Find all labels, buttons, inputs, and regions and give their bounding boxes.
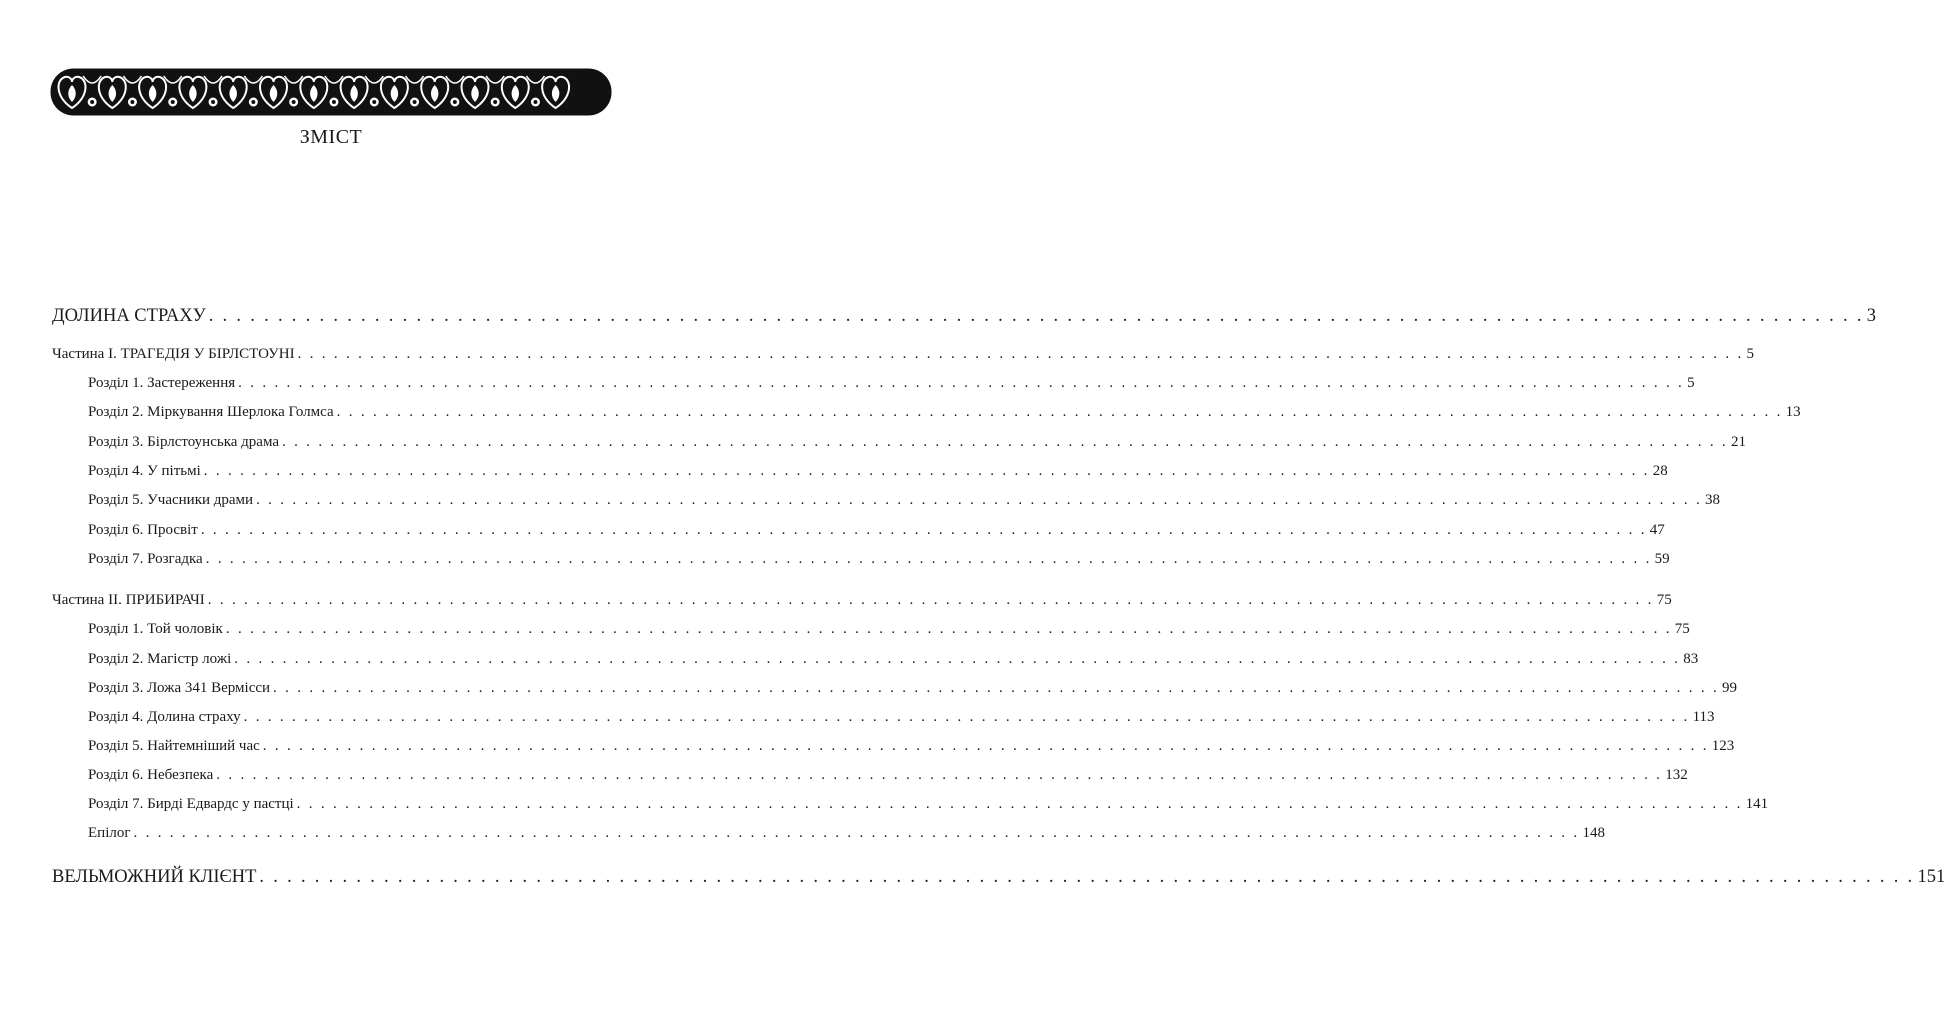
toc-entry-chapter[interactable]	[88, 709, 1715, 726]
toc-entry-title: Розділ 2. Міркування Шерлока Голмса	[88, 404, 334, 420]
toc-entry-title: Розділ 6. Просвіт	[88, 522, 198, 538]
toc-entry-title: ДОЛИНА СТРАХУ	[52, 306, 206, 326]
toc-entry-chapter[interactable]	[88, 767, 1688, 784]
toc-entry-page: 75	[1656, 592, 1672, 608]
toc-entry-page: 99	[1722, 680, 1737, 696]
dot-leader: . . . . . . . . . . . . . . . . . . . . . . . . . . . . . . . . . . . . . . . . . . . . . . . . . . . . . . . . . . . . . . . . . . . . . . . . . . . . . . . . . . . . . . . . . . . . . . . . . . . . . . . . . . . . . . . . . . . . . . . .	[203, 463, 1650, 479]
toc-entry-page: 38	[1705, 492, 1721, 508]
toc-entry-chapter[interactable]	[88, 375, 1695, 392]
toc-entry-chapter[interactable]	[88, 825, 1605, 842]
toc-entry-part[interactable]	[52, 346, 1755, 363]
toc-entry-page: 83	[1683, 651, 1699, 667]
toc-entry-title: Розділ 7. Бирді Едвардс у пастці	[88, 796, 294, 812]
toc-entry-page: 123	[1711, 738, 1735, 754]
toc-entry-page: 113	[1692, 709, 1715, 725]
toc-entry-page: 151	[1917, 867, 1945, 887]
toc-entry-page: 28	[1652, 463, 1668, 479]
toc-entry-title: Розділ 4. У пітьмі	[88, 463, 201, 479]
toc-entry-page: 3	[1866, 306, 1877, 326]
dot-leader: . . . . . . . . . . . . . . . . . . . . . . . . . . . . . . . . . . . . . . . . . . . . . . . . . . . . . . . . . . . . . . . . . . . . . . . . . . . . . . . . . . . . . . . . . . . . . . . . . . . . . . . . . . . . . . . . . . . . . . . .	[297, 346, 1744, 362]
toc-entry-title: Частина І. ТРАГЕДІЯ У БІРЛСТОУНІ	[52, 346, 295, 362]
toc-entry-page: 59	[1654, 551, 1670, 567]
toc-entry-page: 148	[1582, 825, 1605, 841]
toc-entry-title: Розділ 4. Долина страху	[88, 709, 241, 725]
dot-leader: . . . . . . . . . . . . . . . . . . . . . . . . . . . . . . . . . . . . . . . . . . . . . . . . . . . . . . . . . . . . . . . . . . . . . . . . . . . . . . . . . . . . . . . . . . . . . . . . . . . . . . . . . . . . . . . . . . . . . . . .	[243, 709, 1690, 725]
toc-entry-title: Розділ 5. Найтемніший час	[88, 738, 260, 754]
dot-leader: . . . . . . . . . . . . . . . . . . . . . . . . . . . . . . . . . . . . . . . . . . . . . . . . . . . . . . . . . . . . . . . . . . . . . . . . . . . . . . . . . . . . . . . . . . . . . . . . . . . . . . . . . . . . . . . . . . . . . . . .	[216, 767, 1663, 783]
dot-leader: . . . . . . . . . . . . . . . . . . . . . . . . . . . . . . . . . . . . . . . . . . . . . . . . . . . . . . . . . . . . . . . . . . . . . . . . . . . . . . . . . . . . . . . . . . . . . . . . . . . . . . . . . . . . . . . . . . . . . . . .	[238, 375, 1685, 391]
toc-entry-title: Розділ 5. Учасники драми	[88, 492, 254, 508]
toc-entry-page: 75	[1674, 621, 1690, 637]
dot-leader: . . . . . . . . . . . . . . . . . . . . . . . . . . . . . . . . . . . . . . . . . . . . . . . . . . . . . . . . . . . . . . . . . . . . . . . . . . . . . . . . . . . . . . . . . . . . . . . . . . . . . . . . . . . . . . . . . . . . . . . .	[205, 551, 1652, 567]
toc-entry-page: 5	[1746, 346, 1755, 362]
toc-entry-chapter[interactable]	[88, 434, 1746, 451]
toc-entry-chapter[interactable]	[88, 492, 1721, 509]
dot-leader: . . . . . . . . . . . . . . . . . . . . . . . . . . . . . . . . . . . . . . . . . . . . . . . . . . . . . . . . . . . . . . . . . . . . . . . . . . . . . . . . . . . . . . . . . . . . . . . . . . . . . . . . . . . . . . . . . . . . . . . .	[207, 592, 1654, 608]
dot-leader: . . . . . . . . . . . . . . . . . . . . . . . . . . . . . . . . . . . . . . . . . . . . . . . . . . . . . . . . . . . . . . . . . . . . . . . . . . . . . . . . . . . . . . . . . . . . . . . . . . . . . . . . . . . . . . . . . . . . . . . .	[208, 306, 1864, 326]
toc-entry-chapter[interactable]	[88, 522, 1665, 539]
dot-leader: . . . . . . . . . . . . . . . . . . . . . . . . . . . . . . . . . . . . . . . . . . . . . . . . . . . . . . . . . . . . . . . . . . . . . . . . . . . . . . . . . . . . . . . . . . . . . . . . . . . . . . . . . . . . . . . . . . . . . . . .	[234, 651, 1681, 667]
toc-entry-page: 5	[1687, 375, 1695, 391]
toc-entry-title: Епілог	[88, 825, 131, 841]
toc-entry-chapter[interactable]	[88, 680, 1737, 697]
toc-entry-title: Розділ 2. Магістр ложі	[88, 651, 232, 667]
toc-entry-chapter[interactable]	[88, 551, 1670, 568]
dot-leader: . . . . . . . . . . . . . . . . . . . . . . . . . . . . . . . . . . . . . . . . . . . . . . . . . . . . . . . . . . . . . . . . . . . . . . . . . . . . . . . . . . . . . . . . . . . . . . . . . . . . . . . . . . . . . . . . . . . . . . . .	[296, 796, 1743, 812]
toc-entry-book[interactable]	[52, 867, 1945, 888]
toc-entry-title: Розділ 3. Бірлстоунська драма	[88, 434, 280, 450]
dot-leader: . . . . . . . . . . . . . . . . . . . . . . . . . . . . . . . . . . . . . . . . . . . . . . . . . . . . . . . . . . . . . . . . . . . . . . . . . . . . . . . . . . . . . . . . . . . . . . . . . . . . . . . . . . . . . . . . . . . . . . . .	[225, 621, 1672, 637]
decorative-ornament-border	[50, 68, 612, 116]
toc-entry-title: Розділ 6. Небезпека	[88, 767, 214, 783]
toc-entry-chapter[interactable]	[88, 738, 1735, 755]
toc-entry-title: Частина ІІ. ПРИБИРАЧІ	[52, 592, 205, 608]
toc-entry-title: ВЕЛЬМОЖНИЙ КЛІЄНТ	[52, 867, 257, 887]
dot-leader: . . . . . . . . . . . . . . . . . . . . . . . . . . . . . . . . . . . . . . . . . . . . . . . . . . . . . . . . . . . . . . . . . . . . . . . . . . . . . . . . . . . . . . . . . . . . . . . . . . . . . . . . . . . . . . . . . . . . . . . .	[133, 825, 1580, 841]
toc-entry-chapter[interactable]	[88, 796, 1769, 813]
toc-entry-book[interactable]	[52, 306, 1877, 327]
toc-entry-page: 21	[1730, 434, 1746, 450]
dot-leader: . . . . . . . . . . . . . . . . . . . . . . . . . . . . . . . . . . . . . . . . . . . . . . . . . . . . . . . . . . . . . . . . . . . . . . . . . . . . . . . . . . . . . . . . . . . . . . . . . . . . . . . . . . . . . . . . . . . . . . . .	[282, 434, 1728, 450]
toc-entry-chapter[interactable]	[88, 404, 1801, 421]
dot-leader: . . . . . . . . . . . . . . . . . . . . . . . . . . . . . . . . . . . . . . . . . . . . . . . . . . . . . . . . . . . . . . . . . . . . . . . . . . . . . . . . . . . . . . . . . . . . . . . . . . . . . . . . . . . . . . . . . . . . . . . .	[259, 867, 1915, 887]
page-title: ЗМІСТ	[299, 126, 363, 148]
toc-entry-page: 141	[1745, 796, 1769, 812]
dot-leader: . . . . . . . . . . . . . . . . . . . . . . . . . . . . . . . . . . . . . . . . . . . . . . . . . . . . . . . . . . . . . . . . . . . . . . . . . . . . . . . . . . . . . . . . . . . . . . . . . . . . . . . . . . . . . . . . . . . . . . . .	[336, 404, 1783, 420]
dot-leader: . . . . . . . . . . . . . . . . . . . . . . . . . . . . . . . . . . . . . . . . . . . . . . . . . . . . . . . . . . . . . . . . . . . . . . . . . . . . . . . . . . . . . . . . . . . . . . . . . . . . . . . . . . . . . . . . . . . . . . . .	[262, 738, 1709, 754]
toc-entry-chapter[interactable]	[88, 463, 1668, 480]
dot-leader: . . . . . . . . . . . . . . . . . . . . . . . . . . . . . . . . . . . . . . . . . . . . . . . . . . . . . . . . . . . . . . . . . . . . . . . . . . . . . . . . . . . . . . . . . . . . . . . . . . . . . . . . . . . . . . . . . . . . . . . .	[273, 680, 1719, 696]
toc-entry-chapter[interactable]	[88, 621, 1690, 638]
toc-entry-part[interactable]	[52, 592, 1672, 609]
dot-leader: . . . . . . . . . . . . . . . . . . . . . . . . . . . . . . . . . . . . . . . . . . . . . . . . . . . . . . . . . . . . . . . . . . . . . . . . . . . . . . . . . . . . . . . . . . . . . . . . . . . . . . . . . . . . . . . . . . . . . . . .	[200, 522, 1647, 538]
toc-entry-title: Розділ 7. Розгадка	[88, 551, 203, 567]
dot-leader: . . . . . . . . . . . . . . . . . . . . . . . . . . . . . . . . . . . . . . . . . . . . . . . . . . . . . . . . . . . . . . . . . . . . . . . . . . . . . . . . . . . . . . . . . . . . . . . . . . . . . . . . . . . . . . . . . . . . . . . .	[256, 492, 1703, 508]
toc-entry-title: Розділ 1. Застереження	[88, 375, 236, 391]
toc-entry-chapter[interactable]	[88, 651, 1699, 668]
toc-entry-page: 132	[1665, 767, 1688, 783]
toc-entry-title: Розділ 3. Ложа 341 Вермісси	[88, 680, 271, 696]
toc-entry-page: 13	[1785, 404, 1801, 420]
toc-entry-title: Розділ 1. Той чоловік	[88, 621, 223, 637]
toc-entry-page: 47	[1649, 522, 1665, 538]
